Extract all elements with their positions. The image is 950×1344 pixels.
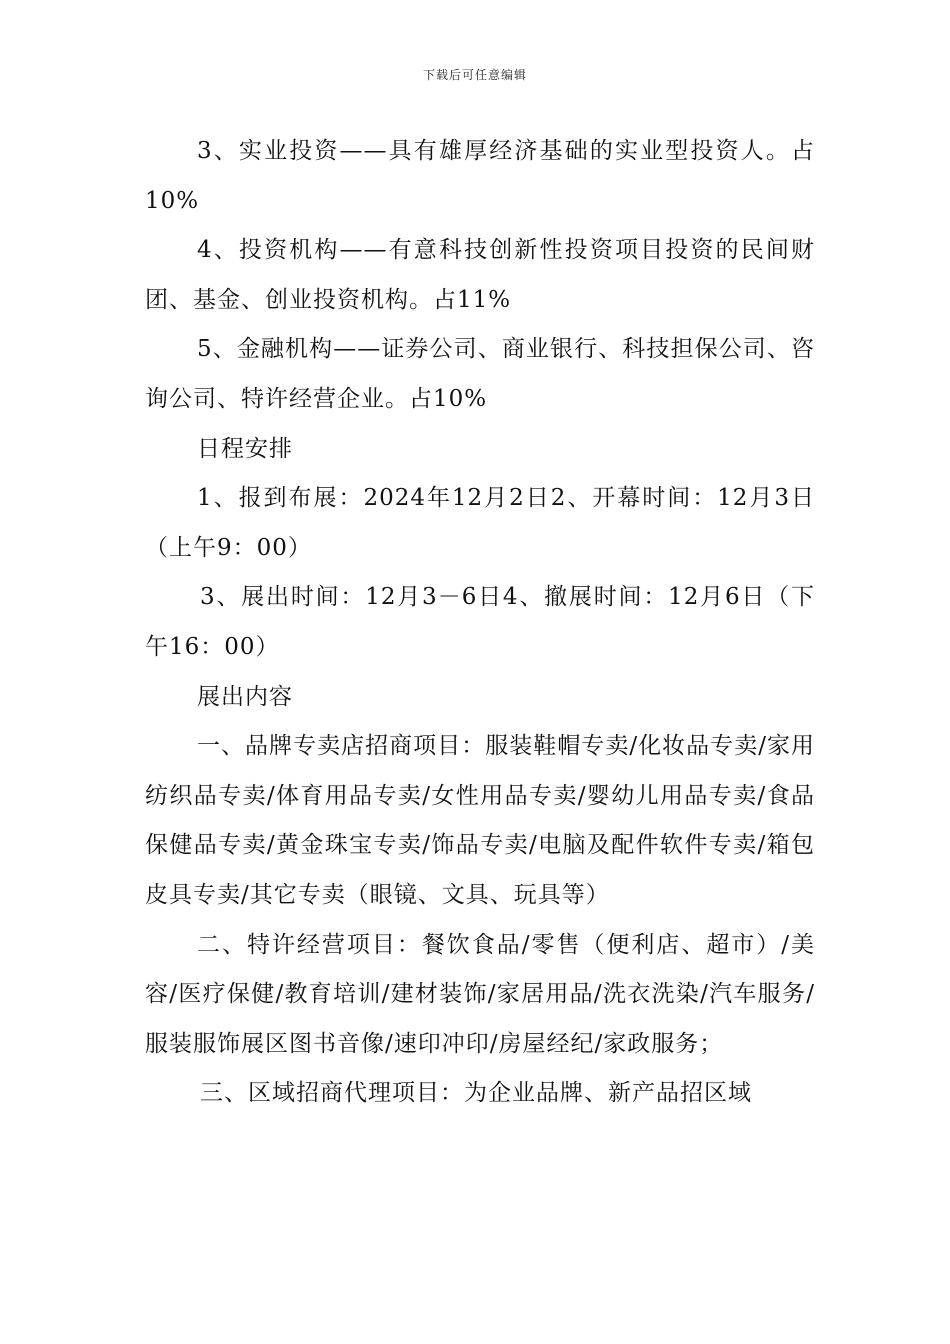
section-heading-exhibits: 展出内容 [197,683,293,710]
paragraph-financial-institutions: 5、金融机构——证券公司、商业银行、科技担保公司、咨询公司、特许经营企业。占10% [145,336,815,412]
page-header: 下载后可任意编辑 [422,68,527,82]
section-heading-schedule: 日程安排 [197,435,293,462]
paragraph-schedule-registration: 1、报到布展：2024年12月2日2、开幕时间：12月3日（上午9：00） [145,485,815,561]
paragraph-regional-agency: 三、区域招商代理项目：为企业品牌、新产品招区域 [200,1080,752,1107]
paragraph-franchise-projects: 二、特许经营项目：餐饮食品/零售（便利店、超市）/美容/医疗保健/教育培训/建材装饰/家居用品/洗衣洗染/汽车服务/服装服饰展区图书音像/速印冲印/房屋经纪/家政服务； [145,931,815,1057]
paragraph-industrial-investment: 3、实业投资——具有雄厚经济基础的实业型投资人。占10% [145,138,815,214]
document-body [145,127,815,1119]
paragraph-brand-stores: 一、品牌专卖店招商项目：服装鞋帽专卖/化妆品专卖/家用纺织品专卖/体育用品专卖/女性用品专卖/婴幼儿用品专卖/食品保健品专卖/黄金珠宝专卖/饰品专卖/电脑及配件软件专卖/箱包皮具专卖/其它专卖（眼镜、文具、玩具等） [145,733,815,908]
paragraph-schedule-exhibition: 3、展出时间：12月3－6日4、撤展时间：12月6日（下午16：00） [145,584,815,660]
paragraph-investment-institutions: 4、投资机构——有意科技创新性投资项目投资的民间财团、基金、创业投资机构。占11% [145,237,815,313]
